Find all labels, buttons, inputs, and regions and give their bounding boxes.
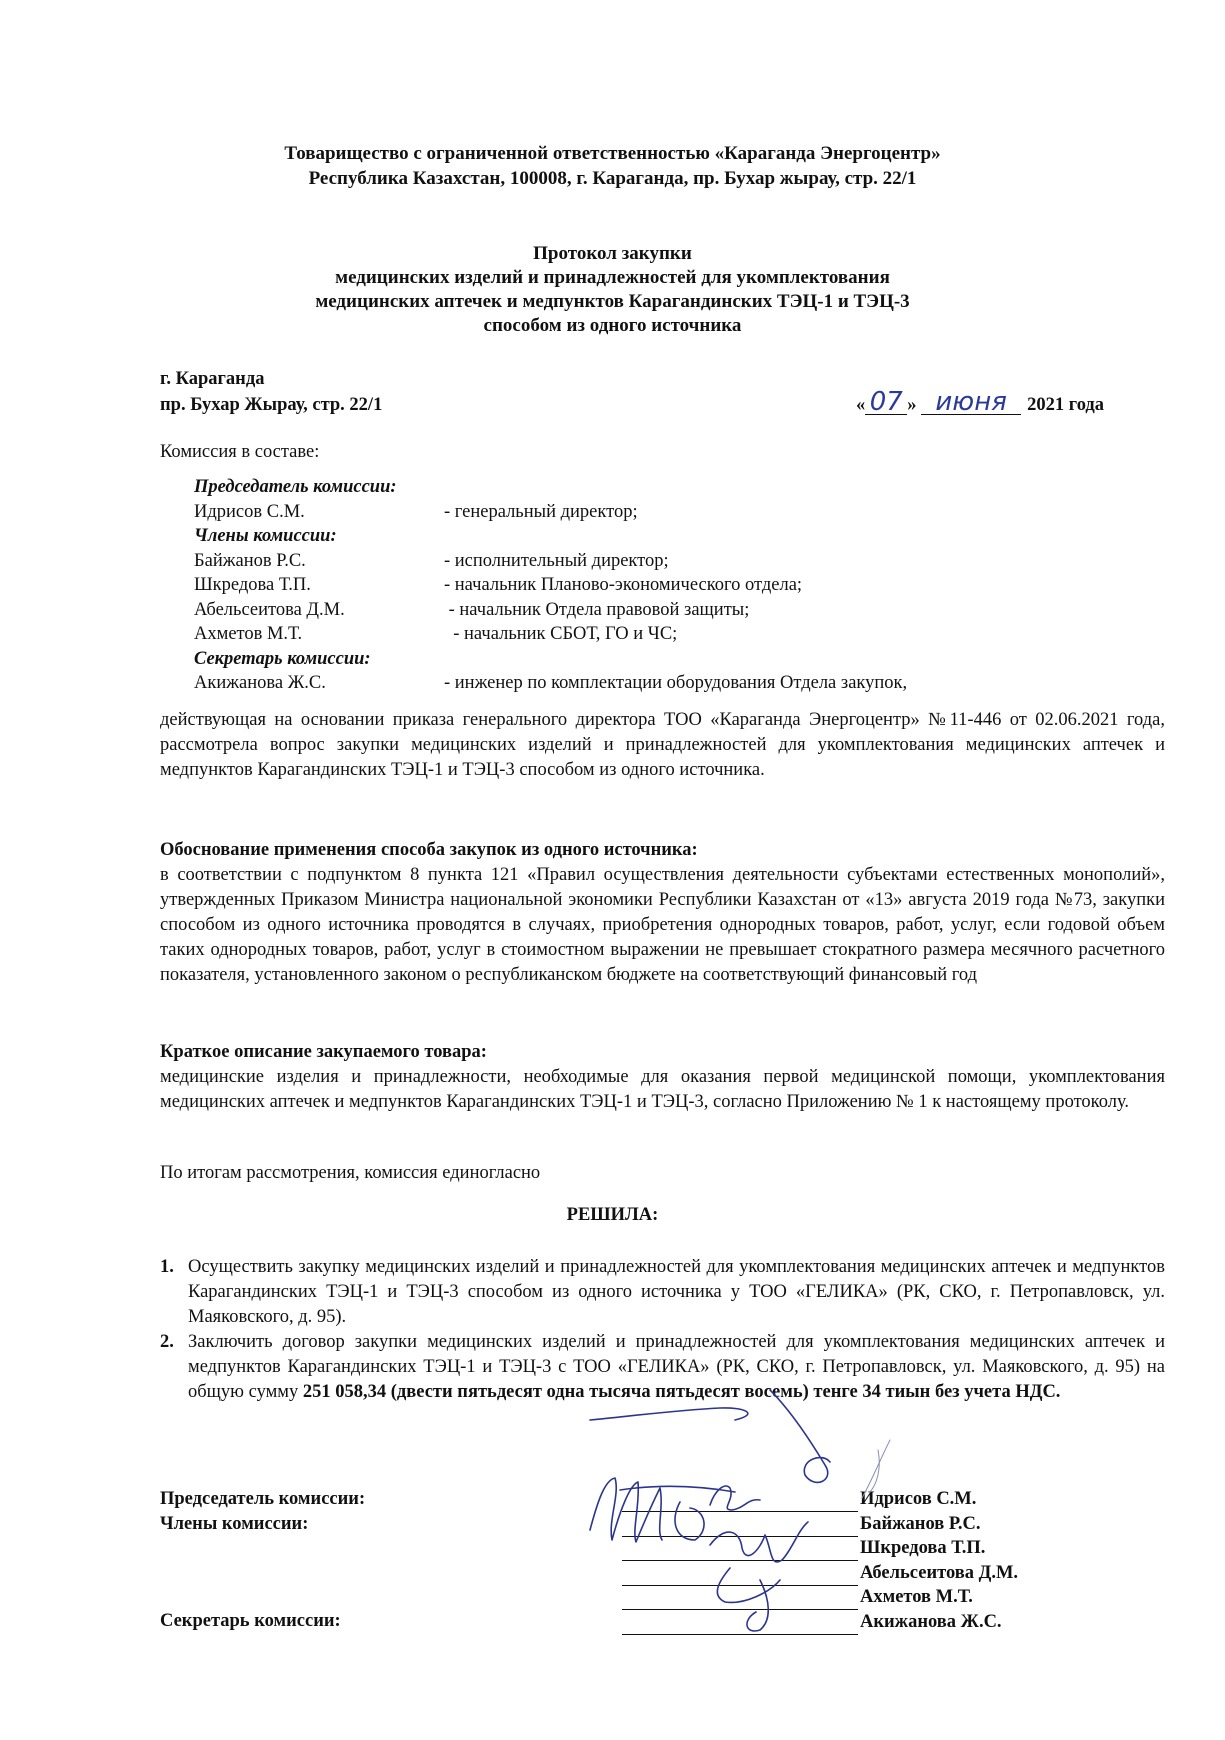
org-address: Республика Казахстан, 100008, г. Караганда, пр. Бухар жырау, стр. 22/1 <box>308 168 917 189</box>
handwritten-signatures-icon <box>560 1380 920 1640</box>
protocol-title: Протокол закупки <box>533 243 692 264</box>
protocol-subtitle-3: способом из одного источника <box>483 315 742 336</box>
basis-paragraph: действующая на основании приказа генерального директора ТОО «Караганда Энергоцентр» №11-446 от 02.06.2021 года, рассмотрела вопрос закупки медицинских изделий и принадлежностей для укомплектования медицинских аптечек и медпунктов Карагандинских ТЭЦ-1 и ТЭЦ-3 способом из одного источника. <box>160 710 1165 780</box>
chair-label: Председатель комиссии: <box>160 1489 366 1509</box>
member-name: Акижанова Ж.С. <box>194 673 326 693</box>
commission-intro: Комиссия в составе: <box>160 442 320 462</box>
decided-heading: РЕШИЛА: <box>566 1205 659 1225</box>
place-street: пр. Бухар Жырау, стр. 22/1 <box>160 395 383 415</box>
member-name: Идрисов С.М. <box>194 501 305 522</box>
decision-number: 1. <box>160 1257 174 1277</box>
member-name: Ахметов М.Т. <box>194 624 303 644</box>
place-block <box>160 366 382 418</box>
chair-row <box>194 500 907 525</box>
chair-heading: Председатель комиссии: <box>194 477 397 497</box>
date-close-quote: » <box>907 395 917 415</box>
member-name: Абельсеитова Д.М. <box>194 599 345 620</box>
signatory-name: Байжанов Р.С. <box>860 1513 981 1534</box>
date-open-quote: « <box>856 395 866 415</box>
signatory-name: Шкредова Т.П. <box>860 1538 986 1558</box>
member-role: - исполнительный директор; <box>444 550 669 571</box>
justification-heading: Обоснование применения способа закупок из одного источника: <box>160 840 698 860</box>
member-name: Байжанов Р.С. <box>194 550 306 571</box>
protocol-subtitle-1: медицинских изделий и принадлежностей для укомплектования <box>335 267 890 288</box>
member-role: - начальник Планово-экономического отдела; <box>444 575 803 595</box>
members-label: Члены комиссии: <box>160 1513 309 1534</box>
goods-heading: Краткое описание закупаемого товара: <box>160 1042 487 1062</box>
decision-text-plain: Заключить договор закупки медицинских изделий и принадлежностей для укомплектования медицинских аптечек и медпунктов Карагандинских ТЭЦ-1 и ТЭЦ-3 с ТОО «ГЕЛИКА» (РК, СКО, г. Петропавловск, ул. Маяковского, д. 95) на общую сумму <box>188 1332 1165 1402</box>
protocol-subtitle-2: медицинских аптечек и медпунктов Карагандинских ТЭЦ-1 и ТЭЦ-3 <box>315 291 910 312</box>
decision-amount: 251 058,34 (двести пятьдесят одна тысяча пятьдесят восемь) тенге 34 тиын без учета НДС. <box>302 1382 1061 1402</box>
member-row <box>194 598 907 623</box>
date-month: июня <box>921 390 1021 415</box>
decision-number: 2. <box>160 1332 174 1352</box>
signatory-name: Абельсеитова Д.М. <box>860 1562 1019 1583</box>
place-city: г. Караганда <box>160 369 265 389</box>
member-row <box>194 549 907 574</box>
signatory-name: Ахметов М.Т. <box>860 1587 973 1607</box>
protocol-date <box>856 387 1105 417</box>
secretary-label: Секретарь комиссии: <box>160 1611 341 1631</box>
member-role: - начальник СБОТ, ГО и ЧС; <box>444 624 678 644</box>
goods-paragraph: медицинские изделия и принадлежности, необходимые для оказания первой медицинской помощи, укомплектования медицинских аптечек и медпунктов Карагандинских ТЭЦ-1 и ТЭЦ-3, согласно Приложению № 1 к настоящему протоколу. <box>160 1067 1165 1112</box>
result-intro: По итогам рассмотрения, комиссия единогласно <box>160 1163 541 1183</box>
date-day: 07 <box>865 390 907 415</box>
member-role: - генеральный директор; <box>444 501 638 522</box>
secretary-heading: Секретарь комиссии: <box>194 648 371 669</box>
member-row <box>194 622 907 647</box>
signatory-name: Идрисов С.М. <box>860 1489 977 1509</box>
member-role: - начальник Отдела правовой защиты; <box>444 599 750 620</box>
member-row <box>194 573 907 598</box>
member-name: Шкредова Т.П. <box>194 575 311 595</box>
secretary-row <box>194 671 907 696</box>
members-heading: Члены комиссии: <box>194 526 337 546</box>
decision-item <box>160 1255 1165 1330</box>
signatory-name: Акижанова Ж.С. <box>860 1611 1002 1632</box>
member-role: - инженер по комплектации оборудования Отдела закупок, <box>444 673 908 693</box>
date-year: 2021 года <box>1027 395 1105 415</box>
commission-members <box>194 475 907 696</box>
justification-paragraph: в соответствии с подпунктом 8 пункта 121 «Правил осуществления деятельности субъектами естественных монополий», утвержденных Приказом Министра национальной экономики Республики Казахстан от «13» августа 2019 года №73, закупки способом из одного источника проводятся в случаях, приобретения однородных товаров, работ, услуг, если годовой объем таких однородных товаров, работ, услуг в стоимостном выражении не превышает стократного размера месячного расчетного показателя, установленного законом о республиканском бюджете на соответствующий финансовый год <box>160 865 1165 985</box>
org-name: Товарищество с ограниченной ответственностью «Караганда Энергоцентр» <box>284 143 941 164</box>
decision-text: Осуществить закупку медицинских изделий и принадлежностей для укомплектования медицинских аптечек и медпунктов Карагандинских ТЭЦ-1 и ТЭЦ-3 способом из одного источника у ТОО «ГЕЛИКА» (РК, СКО, г. Петропавловск, ул. Маяковского, д. 95). <box>188 1257 1165 1327</box>
